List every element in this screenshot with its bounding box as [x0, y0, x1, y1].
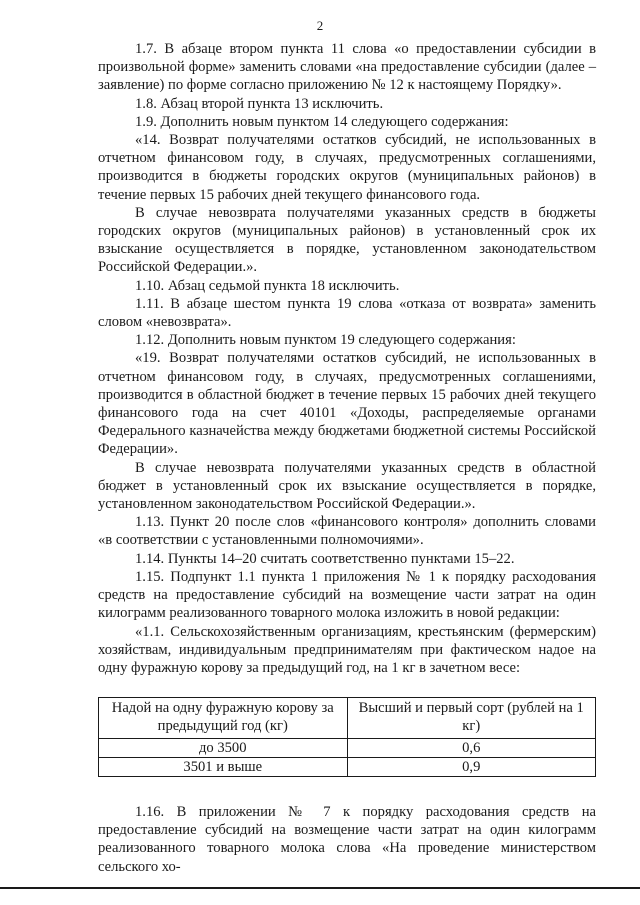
- paragraph-point-14: «14. Возврат получателями остатков субсидий, не использованных в отчетном финансовом году, в случаях, предусмотренных соглашениями, производится в бюджеты городских округов (муниципальных районов) в течение первых 15 рабочих дней текущего финансового года.: [98, 132, 596, 203]
- paragraph-subpoint-1-1: «1.1. Сельскохозяйственным организациям, крестьянским (фермерским) хозяйствам, индивидуальным предпринимателям при фактическом надое на одну фуражную корову за предыдущий год, на 1 кг в зачетном весе:: [98, 623, 596, 676]
- table-header-milk-yield: Надой на одну фуражную корову за предыдущий год (кг): [99, 698, 348, 738]
- table-cell-yield: до 3500: [99, 738, 348, 757]
- document-body: [98, 40, 596, 876]
- paragraph-1-9: 1.9. Дополнить новым пунктом 14 следующего содержания:: [135, 113, 509, 130]
- paragraph-1-7: 1.7. В абзаце втором пункта 11 слова «о предоставлении субсидии в произвольной форме» заменить словами «на предоставление субсидии (далее – заявление) по форме согласно приложению № 12 к настоящему Порядку».: [98, 41, 596, 94]
- table-cell-rate: 0,9: [347, 757, 596, 776]
- paragraph-1-8: 1.8. Абзац второй пункта 13 исключить.: [135, 95, 384, 112]
- table-header-grade-rate: Высший и первый сорт (рублей на 1 кг): [347, 698, 596, 738]
- table-cell-yield: 3501 и выше: [99, 757, 348, 776]
- paragraph-1-15: 1.15. Подпункт 1.1 пункта 1 приложения № 1 к порядку расходования средств на предоставление субсидий на возмещение части затрат на один килограмм реализованного товарного молока изложить в новой редакции:: [98, 568, 596, 622]
- paragraph-1-10: 1.10. Абзац седьмой пункта 18 исключить.: [135, 277, 400, 294]
- table-row: [99, 738, 596, 757]
- subsidy-rate-table: [98, 697, 596, 777]
- paragraph-1-13: 1.13. Пункт 20 после слов «финансового контроля» дополнить словами «в соответствии с установленными полномочиями».: [98, 514, 596, 549]
- paragraph-1-12: 1.12. Дополнить новым пунктом 19 следующего содержания:: [135, 332, 516, 349]
- page-number: 2: [316, 18, 324, 33]
- paragraph-point-19: «19. Возврат получателями остатков субсидий, не использованных в отчетном финансовом году, в случаях, предусмотренных соглашениями, производится в областной бюджет в течение первых 15 рабочих дней текущего финансового года на счет 40101 «Доходы, распределяемые органами Федерального казначейства между бюджетами бюджетной системы Российской Федерации».: [98, 350, 596, 458]
- page-bottom-divider: [0, 887, 640, 889]
- table-header-row: [99, 698, 596, 738]
- paragraph-point-19-nonreturn: В случае невозврата получателями указанных средств в областной бюджет в установленный срок их взыскание осуществляется в порядке, установленном законодательством Российской Федерации.».: [98, 459, 596, 513]
- table-row: [99, 757, 596, 776]
- table-cell-rate: 0,6: [347, 738, 596, 757]
- paragraph-point-14-nonreturn: В случае невозврата получателями указанных средств в бюджеты городских округов (муниципальных районов) в установленный срок их взыскание осуществляется в порядке, установленном законодательством Российской Федерации.».: [98, 204, 596, 276]
- paragraph-1-11: 1.11. В абзаце шестом пункта 19 слова «отказа от возврата» заменить словом «невозврата».: [98, 295, 596, 331]
- paragraph-1-14: 1.14. Пункты 14–20 считать соответственно пунктами 15–22.: [135, 550, 515, 567]
- paragraph-1-16: 1.16. В приложении № 7 к порядку расходования средств на предоставление субсидий на возмещение части затрат на один килограмм реализованного товарного молока слова «На проведение министерством сельского хо-: [98, 803, 596, 875]
